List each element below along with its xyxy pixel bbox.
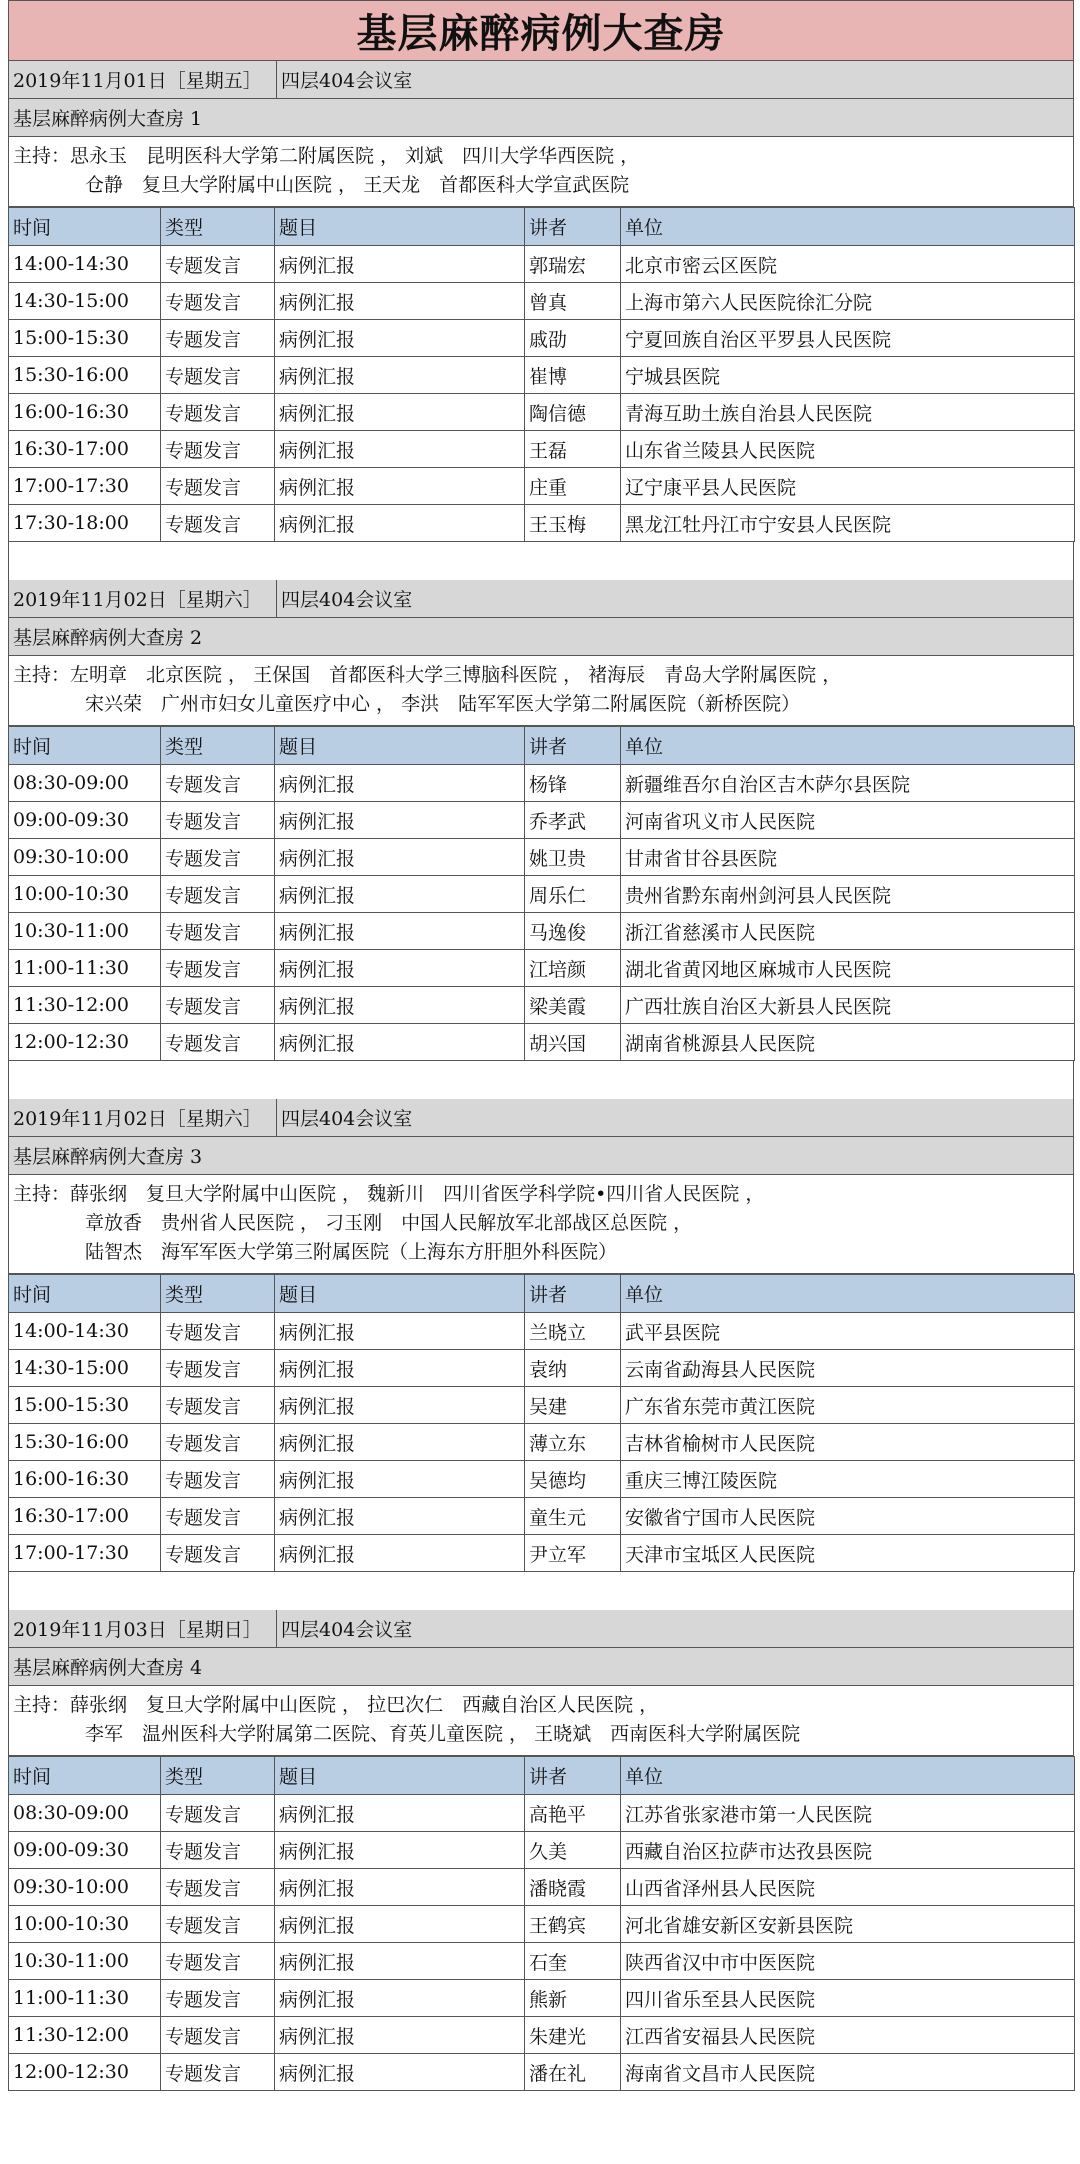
table-cell: 病例汇报 — [275, 320, 525, 357]
table-cell: 专题发言 — [161, 950, 275, 987]
table-row — [9, 283, 1075, 320]
table-cell: 病例汇报 — [275, 1424, 525, 1461]
table-cell: 四川省乐至县人民医院 — [621, 1980, 1075, 2017]
table-cell: 病例汇报 — [275, 802, 525, 839]
host-line — [13, 1691, 1069, 1720]
table-cell: 病例汇报 — [275, 987, 525, 1024]
table-cell: 乔孝武 — [525, 802, 621, 839]
column-header: 讲者 — [525, 1275, 621, 1313]
table-cell: 童生元 — [525, 1498, 621, 1535]
host-text: 仓静 复旦大学附属中山医院 ， 王天龙 首都医科大学宣武医院 — [85, 174, 630, 196]
table-cell: 16:00-16:30 — [9, 394, 161, 431]
table-cell: 尹立军 — [525, 1535, 621, 1572]
table-cell: 专题发言 — [161, 1498, 275, 1535]
column-header: 单位 — [621, 1275, 1075, 1313]
table-row — [9, 320, 1075, 357]
table-cell: 病例汇报 — [275, 283, 525, 320]
table-cell: 专题发言 — [161, 987, 275, 1024]
table-cell: 青海互助土族自治县人民医院 — [621, 394, 1075, 431]
table-cell: 专题发言 — [161, 765, 275, 802]
host-line — [13, 171, 1069, 200]
column-header: 时间 — [9, 727, 161, 765]
table-cell: 专题发言 — [161, 1461, 275, 1498]
table-row — [9, 1461, 1075, 1498]
session-date: 2019年11月01日［星期五］ — [9, 61, 277, 98]
session-room: 四层404会议室 — [281, 1108, 413, 1130]
session-date: 2019年11月02日［星期六］ — [9, 580, 277, 617]
table-cell: 崔博 — [525, 357, 621, 394]
table-cell: 朱建光 — [525, 2017, 621, 2054]
table-cell: 兰晓立 — [525, 1313, 621, 1350]
table-cell: 专题发言 — [161, 320, 275, 357]
column-header: 类型 — [161, 1275, 275, 1313]
table-cell: 专题发言 — [161, 468, 275, 505]
table-cell: 14:00-14:30 — [9, 246, 161, 283]
table-row — [9, 1980, 1075, 2017]
table-cell: 15:30-16:00 — [9, 1424, 161, 1461]
table-cell: 病例汇报 — [275, 505, 525, 542]
table-cell: 09:30-10:00 — [9, 1869, 161, 1906]
table-cell: 姚卫贵 — [525, 839, 621, 876]
table-cell: 贵州省黔东南州剑河县人民医院 — [621, 876, 1075, 913]
table-cell: 病例汇报 — [275, 1980, 525, 2017]
column-header: 时间 — [9, 1757, 161, 1795]
table-cell: 专题发言 — [161, 1943, 275, 1980]
session-room: 四层404会议室 — [281, 589, 413, 611]
column-header: 类型 — [161, 208, 275, 246]
table-row — [9, 505, 1075, 542]
host-text: 薛张纲 复旦大学附属中山医院 ， 魏新川 四川省医学科学院•四川省人民医院 ， — [70, 1183, 765, 1205]
table-cell: 11:30-12:00 — [9, 987, 161, 1024]
table-cell: 王磊 — [525, 431, 621, 468]
schedule-document — [8, 0, 1074, 2091]
table-cell: 病例汇报 — [275, 765, 525, 802]
column-header: 讲者 — [525, 727, 621, 765]
session-hosts — [8, 1175, 1074, 1274]
table-cell: 专题发言 — [161, 876, 275, 913]
table-cell: 吉林省榆树市人民医院 — [621, 1424, 1075, 1461]
table-cell: 专题发言 — [161, 357, 275, 394]
table-row — [9, 431, 1075, 468]
host-text: 思永玉 昆明医科大学第二附属医院 ， 刘斌 四川大学华西医院 ， — [70, 145, 640, 167]
table-cell: 15:00-15:30 — [9, 1387, 161, 1424]
table-row — [9, 1424, 1075, 1461]
host-line — [13, 1238, 1069, 1267]
table-cell: 北京市密云区医院 — [621, 246, 1075, 283]
column-header: 讲者 — [525, 208, 621, 246]
column-header: 题目 — [275, 1275, 525, 1313]
table-cell: 曾真 — [525, 283, 621, 320]
host-text: 左明章 北京医院 ， 王保国 首都医科大学三博脑科医院 ， 褚海辰 青岛大学附属医院 ， — [70, 664, 842, 686]
table-cell: 天津市宝坻区人民医院 — [621, 1535, 1075, 1572]
table-cell: 病例汇报 — [275, 1943, 525, 1980]
host-line — [13, 1720, 1069, 1749]
table-cell: 16:30-17:00 — [9, 431, 161, 468]
table-cell: 周乐仁 — [525, 876, 621, 913]
session-room: 四层404会议室 — [281, 1619, 413, 1641]
table-cell: 马逸俊 — [525, 913, 621, 950]
session-date-row — [8, 61, 1074, 99]
session-date-row — [8, 1610, 1074, 1648]
schedule-table — [8, 1274, 1075, 1572]
table-cell: 袁纳 — [525, 1350, 621, 1387]
hosts-label: 主持： — [13, 1183, 71, 1205]
table-row — [9, 987, 1075, 1024]
table-header-row — [9, 208, 1075, 246]
table-cell: 病例汇报 — [275, 2017, 525, 2054]
table-cell: 15:30-16:00 — [9, 357, 161, 394]
schedule-table — [8, 207, 1075, 542]
table-cell: 病例汇报 — [275, 246, 525, 283]
table-cell: 12:00-12:30 — [9, 1024, 161, 1061]
table-cell: 17:00-17:30 — [9, 1535, 161, 1572]
table-cell: 专题发言 — [161, 839, 275, 876]
table-cell: 专题发言 — [161, 505, 275, 542]
table-row — [9, 1313, 1075, 1350]
table-cell: 湖南省桃源县人民医院 — [621, 1024, 1075, 1061]
session-hosts — [8, 137, 1074, 207]
table-cell: 云南省勐海县人民医院 — [621, 1350, 1075, 1387]
table-row — [9, 1024, 1075, 1061]
table-cell: 黑龙江牡丹江市宁安县人民医院 — [621, 505, 1075, 542]
table-row — [9, 468, 1075, 505]
table-cell: 病例汇报 — [275, 357, 525, 394]
table-row — [9, 1387, 1075, 1424]
table-cell: 专题发言 — [161, 1024, 275, 1061]
table-cell: 病例汇报 — [275, 1313, 525, 1350]
table-cell: 专题发言 — [161, 1350, 275, 1387]
table-row — [9, 1943, 1075, 1980]
table-cell: 王鹤宾 — [525, 1906, 621, 1943]
table-cell: 10:30-11:00 — [9, 1943, 161, 1980]
session-date: 2019年11月02日［星期六］ — [9, 1099, 277, 1136]
table-cell: 11:00-11:30 — [9, 950, 161, 987]
table-row — [9, 1869, 1075, 1906]
table-cell: 病例汇报 — [275, 394, 525, 431]
hosts-label: 主持： — [13, 145, 71, 167]
table-row — [9, 1498, 1075, 1535]
table-cell: 海南省文昌市人民医院 — [621, 2054, 1075, 2091]
table-cell: 病例汇报 — [275, 468, 525, 505]
session-block — [8, 1610, 1074, 2091]
table-cell: 病例汇报 — [275, 1387, 525, 1424]
table-cell: 专题发言 — [161, 283, 275, 320]
table-cell: 专题发言 — [161, 802, 275, 839]
table-cell: 河南省巩义市人民医院 — [621, 802, 1075, 839]
table-cell: 安徽省宁国市人民医院 — [621, 1498, 1075, 1535]
table-cell: 病例汇报 — [275, 431, 525, 468]
table-cell: 病例汇报 — [275, 1832, 525, 1869]
column-header: 时间 — [9, 1275, 161, 1313]
table-cell: 17:30-18:00 — [9, 505, 161, 542]
table-cell: 15:00-15:30 — [9, 320, 161, 357]
table-cell: 专题发言 — [161, 1980, 275, 2017]
table-cell: 武平县医院 — [621, 1313, 1075, 1350]
section-spacer — [8, 1061, 1074, 1099]
table-cell: 陕西省汉中市中医医院 — [621, 1943, 1075, 1980]
hosts-label: 主持： — [13, 1694, 71, 1716]
table-cell: 09:00-09:30 — [9, 802, 161, 839]
table-row — [9, 765, 1075, 802]
table-row — [9, 1832, 1075, 1869]
table-cell: 专题发言 — [161, 913, 275, 950]
table-cell: 病例汇报 — [275, 839, 525, 876]
table-row — [9, 2054, 1075, 2091]
host-text: 宋兴荣 广州市妇女儿童医疗中心 ， 李洪 陆军军医大学第二附属医院（新桥医院） — [85, 693, 801, 715]
host-text: 章放香 贵州省人民医院 ， 刁玉刚 中国人民解放军北部战区总医院 ， — [85, 1212, 693, 1234]
table-cell: 山东省兰陵县人民医院 — [621, 431, 1075, 468]
host-line — [13, 1180, 1069, 1209]
table-row — [9, 876, 1075, 913]
session-block — [8, 1099, 1074, 1610]
table-cell: 专题发言 — [161, 1832, 275, 1869]
column-header: 题目 — [275, 727, 525, 765]
table-cell: 09:30-10:00 — [9, 839, 161, 876]
session-name: 基层麻醉病例大查房 4 — [8, 1648, 1074, 1686]
table-cell: 12:00-12:30 — [9, 2054, 161, 2091]
column-header: 类型 — [161, 727, 275, 765]
table-row — [9, 246, 1075, 283]
schedule-table — [8, 726, 1075, 1061]
table-header-row — [9, 1757, 1075, 1795]
host-line — [13, 1209, 1069, 1238]
host-text: 李军 温州医科大学附属第二医院、育英儿童医院 ， 王晓斌 西南医科大学附属医院 — [85, 1723, 801, 1745]
table-cell: 山西省泽州县人民医院 — [621, 1869, 1075, 1906]
session-room: 四层404会议室 — [281, 70, 413, 92]
column-header: 题目 — [275, 1757, 525, 1795]
table-cell: 病例汇报 — [275, 1350, 525, 1387]
table-cell: 杨锋 — [525, 765, 621, 802]
session-block — [8, 580, 1074, 1099]
table-cell: 西藏自治区拉萨市达孜县医院 — [621, 1832, 1075, 1869]
session-name: 基层麻醉病例大查房 2 — [8, 618, 1074, 656]
table-cell: 16:00-16:30 — [9, 1461, 161, 1498]
host-text: 薛张纲 复旦大学附属中山医院 ， 拉巴次仁 西藏自治区人民医院 ， — [70, 1694, 659, 1716]
table-row — [9, 913, 1075, 950]
table-cell: 17:00-17:30 — [9, 468, 161, 505]
column-header: 讲者 — [525, 1757, 621, 1795]
table-cell: 陶信德 — [525, 394, 621, 431]
page-title: 基层麻醉病例大查房 — [8, 0, 1074, 61]
table-cell: 09:00-09:30 — [9, 1832, 161, 1869]
table-row — [9, 2017, 1075, 2054]
table-cell: 病例汇报 — [275, 1869, 525, 1906]
table-cell: 吴建 — [525, 1387, 621, 1424]
section-spacer — [8, 1572, 1074, 1610]
table-header-row — [9, 1275, 1075, 1313]
table-cell: 王玉梅 — [525, 505, 621, 542]
table-cell: 10:00-10:30 — [9, 1906, 161, 1943]
table-cell: 久美 — [525, 1832, 621, 1869]
table-cell: 08:30-09:00 — [9, 1795, 161, 1832]
table-cell: 薄立东 — [525, 1424, 621, 1461]
table-cell: 吴德均 — [525, 1461, 621, 1498]
table-cell: 河北省雄安新区安新县医院 — [621, 1906, 1075, 1943]
table-cell: 专题发言 — [161, 1906, 275, 1943]
table-cell: 江苏省张家港市第一人民医院 — [621, 1795, 1075, 1832]
table-cell: 郭瑞宏 — [525, 246, 621, 283]
table-cell: 专题发言 — [161, 1313, 275, 1350]
table-cell: 重庆三博江陵医院 — [621, 1461, 1075, 1498]
column-header: 题目 — [275, 208, 525, 246]
table-header-row — [9, 727, 1075, 765]
table-cell: 病例汇报 — [275, 1024, 525, 1061]
table-cell: 宁夏回族自治区平罗县人民医院 — [621, 320, 1075, 357]
table-cell: 新疆维吾尔自治区吉木萨尔县医院 — [621, 765, 1075, 802]
table-cell: 专题发言 — [161, 1424, 275, 1461]
column-header: 类型 — [161, 1757, 275, 1795]
table-row — [9, 1350, 1075, 1387]
table-row — [9, 1535, 1075, 1572]
table-cell: 广西壮族自治区大新县人民医院 — [621, 987, 1075, 1024]
table-cell: 专题发言 — [161, 1795, 275, 1832]
session-date-row — [8, 580, 1074, 618]
session-name: 基层麻醉病例大查房 1 — [8, 99, 1074, 137]
table-cell: 病例汇报 — [275, 1461, 525, 1498]
table-cell: 病例汇报 — [275, 913, 525, 950]
column-header: 时间 — [9, 208, 161, 246]
table-cell: 戚劭 — [525, 320, 621, 357]
session-date: 2019年11月03日［星期日］ — [9, 1610, 277, 1647]
table-cell: 专题发言 — [161, 2017, 275, 2054]
table-cell: 11:30-12:00 — [9, 2017, 161, 2054]
table-cell: 专题发言 — [161, 1535, 275, 1572]
table-cell: 10:30-11:00 — [9, 913, 161, 950]
column-header: 单位 — [621, 727, 1075, 765]
table-cell: 辽宁康平县人民医院 — [621, 468, 1075, 505]
table-row — [9, 394, 1075, 431]
table-cell: 08:30-09:00 — [9, 765, 161, 802]
table-cell: 高艳平 — [525, 1795, 621, 1832]
table-cell: 病例汇报 — [275, 1498, 525, 1535]
table-cell: 甘肃省甘谷县医院 — [621, 839, 1075, 876]
table-row — [9, 1795, 1075, 1832]
table-cell: 14:00-14:30 — [9, 1313, 161, 1350]
table-cell: 湖北省黄冈地区麻城市人民医院 — [621, 950, 1075, 987]
table-cell: 病例汇报 — [275, 1906, 525, 1943]
table-cell: 熊新 — [525, 1980, 621, 2017]
table-cell: 专题发言 — [161, 246, 275, 283]
table-row — [9, 802, 1075, 839]
host-text: 陆智杰 海军军医大学第三附属医院（上海东方肝胆外科医院） — [85, 1241, 618, 1263]
sessions-container — [8, 61, 1074, 2091]
table-cell: 病例汇报 — [275, 1535, 525, 1572]
table-cell: 病例汇报 — [275, 876, 525, 913]
host-line — [13, 690, 1069, 719]
table-cell: 江西省安福县人民医院 — [621, 2017, 1075, 2054]
table-cell: 16:30-17:00 — [9, 1498, 161, 1535]
table-cell: 14:30-15:00 — [9, 283, 161, 320]
table-cell: 浙江省慈溪市人民医院 — [621, 913, 1075, 950]
section-spacer — [8, 542, 1074, 580]
session-hosts — [8, 1686, 1074, 1756]
table-cell: 10:00-10:30 — [9, 876, 161, 913]
table-cell: 潘晓霞 — [525, 1869, 621, 1906]
table-cell: 专题发言 — [161, 1387, 275, 1424]
table-cell: 11:00-11:30 — [9, 1980, 161, 2017]
table-cell: 专题发言 — [161, 431, 275, 468]
table-row — [9, 357, 1075, 394]
session-block — [8, 61, 1074, 580]
session-date-row — [8, 1099, 1074, 1137]
schedule-table — [8, 1756, 1075, 2091]
table-cell: 广东省东莞市黄江医院 — [621, 1387, 1075, 1424]
hosts-label: 主持： — [13, 664, 71, 686]
table-cell: 胡兴国 — [525, 1024, 621, 1061]
table-cell: 石奎 — [525, 1943, 621, 1980]
session-hosts — [8, 656, 1074, 726]
table-cell: 潘在礼 — [525, 2054, 621, 2091]
table-row — [9, 950, 1075, 987]
table-cell: 宁城县医院 — [621, 357, 1075, 394]
table-cell: 专题发言 — [161, 1869, 275, 1906]
column-header: 单位 — [621, 208, 1075, 246]
table-cell: 专题发言 — [161, 2054, 275, 2091]
host-line — [13, 142, 1069, 171]
table-cell: 病例汇报 — [275, 1795, 525, 1832]
table-cell: 14:30-15:00 — [9, 1350, 161, 1387]
table-row — [9, 839, 1075, 876]
table-cell: 病例汇报 — [275, 2054, 525, 2091]
column-header: 单位 — [621, 1757, 1075, 1795]
session-name: 基层麻醉病例大查房 3 — [8, 1137, 1074, 1175]
table-cell: 专题发言 — [161, 394, 275, 431]
table-cell: 病例汇报 — [275, 950, 525, 987]
table-cell: 江培颜 — [525, 950, 621, 987]
table-cell: 庄重 — [525, 468, 621, 505]
table-row — [9, 1906, 1075, 1943]
table-cell: 上海市第六人民医院徐汇分院 — [621, 283, 1075, 320]
table-cell: 梁美霞 — [525, 987, 621, 1024]
host-line — [13, 661, 1069, 690]
